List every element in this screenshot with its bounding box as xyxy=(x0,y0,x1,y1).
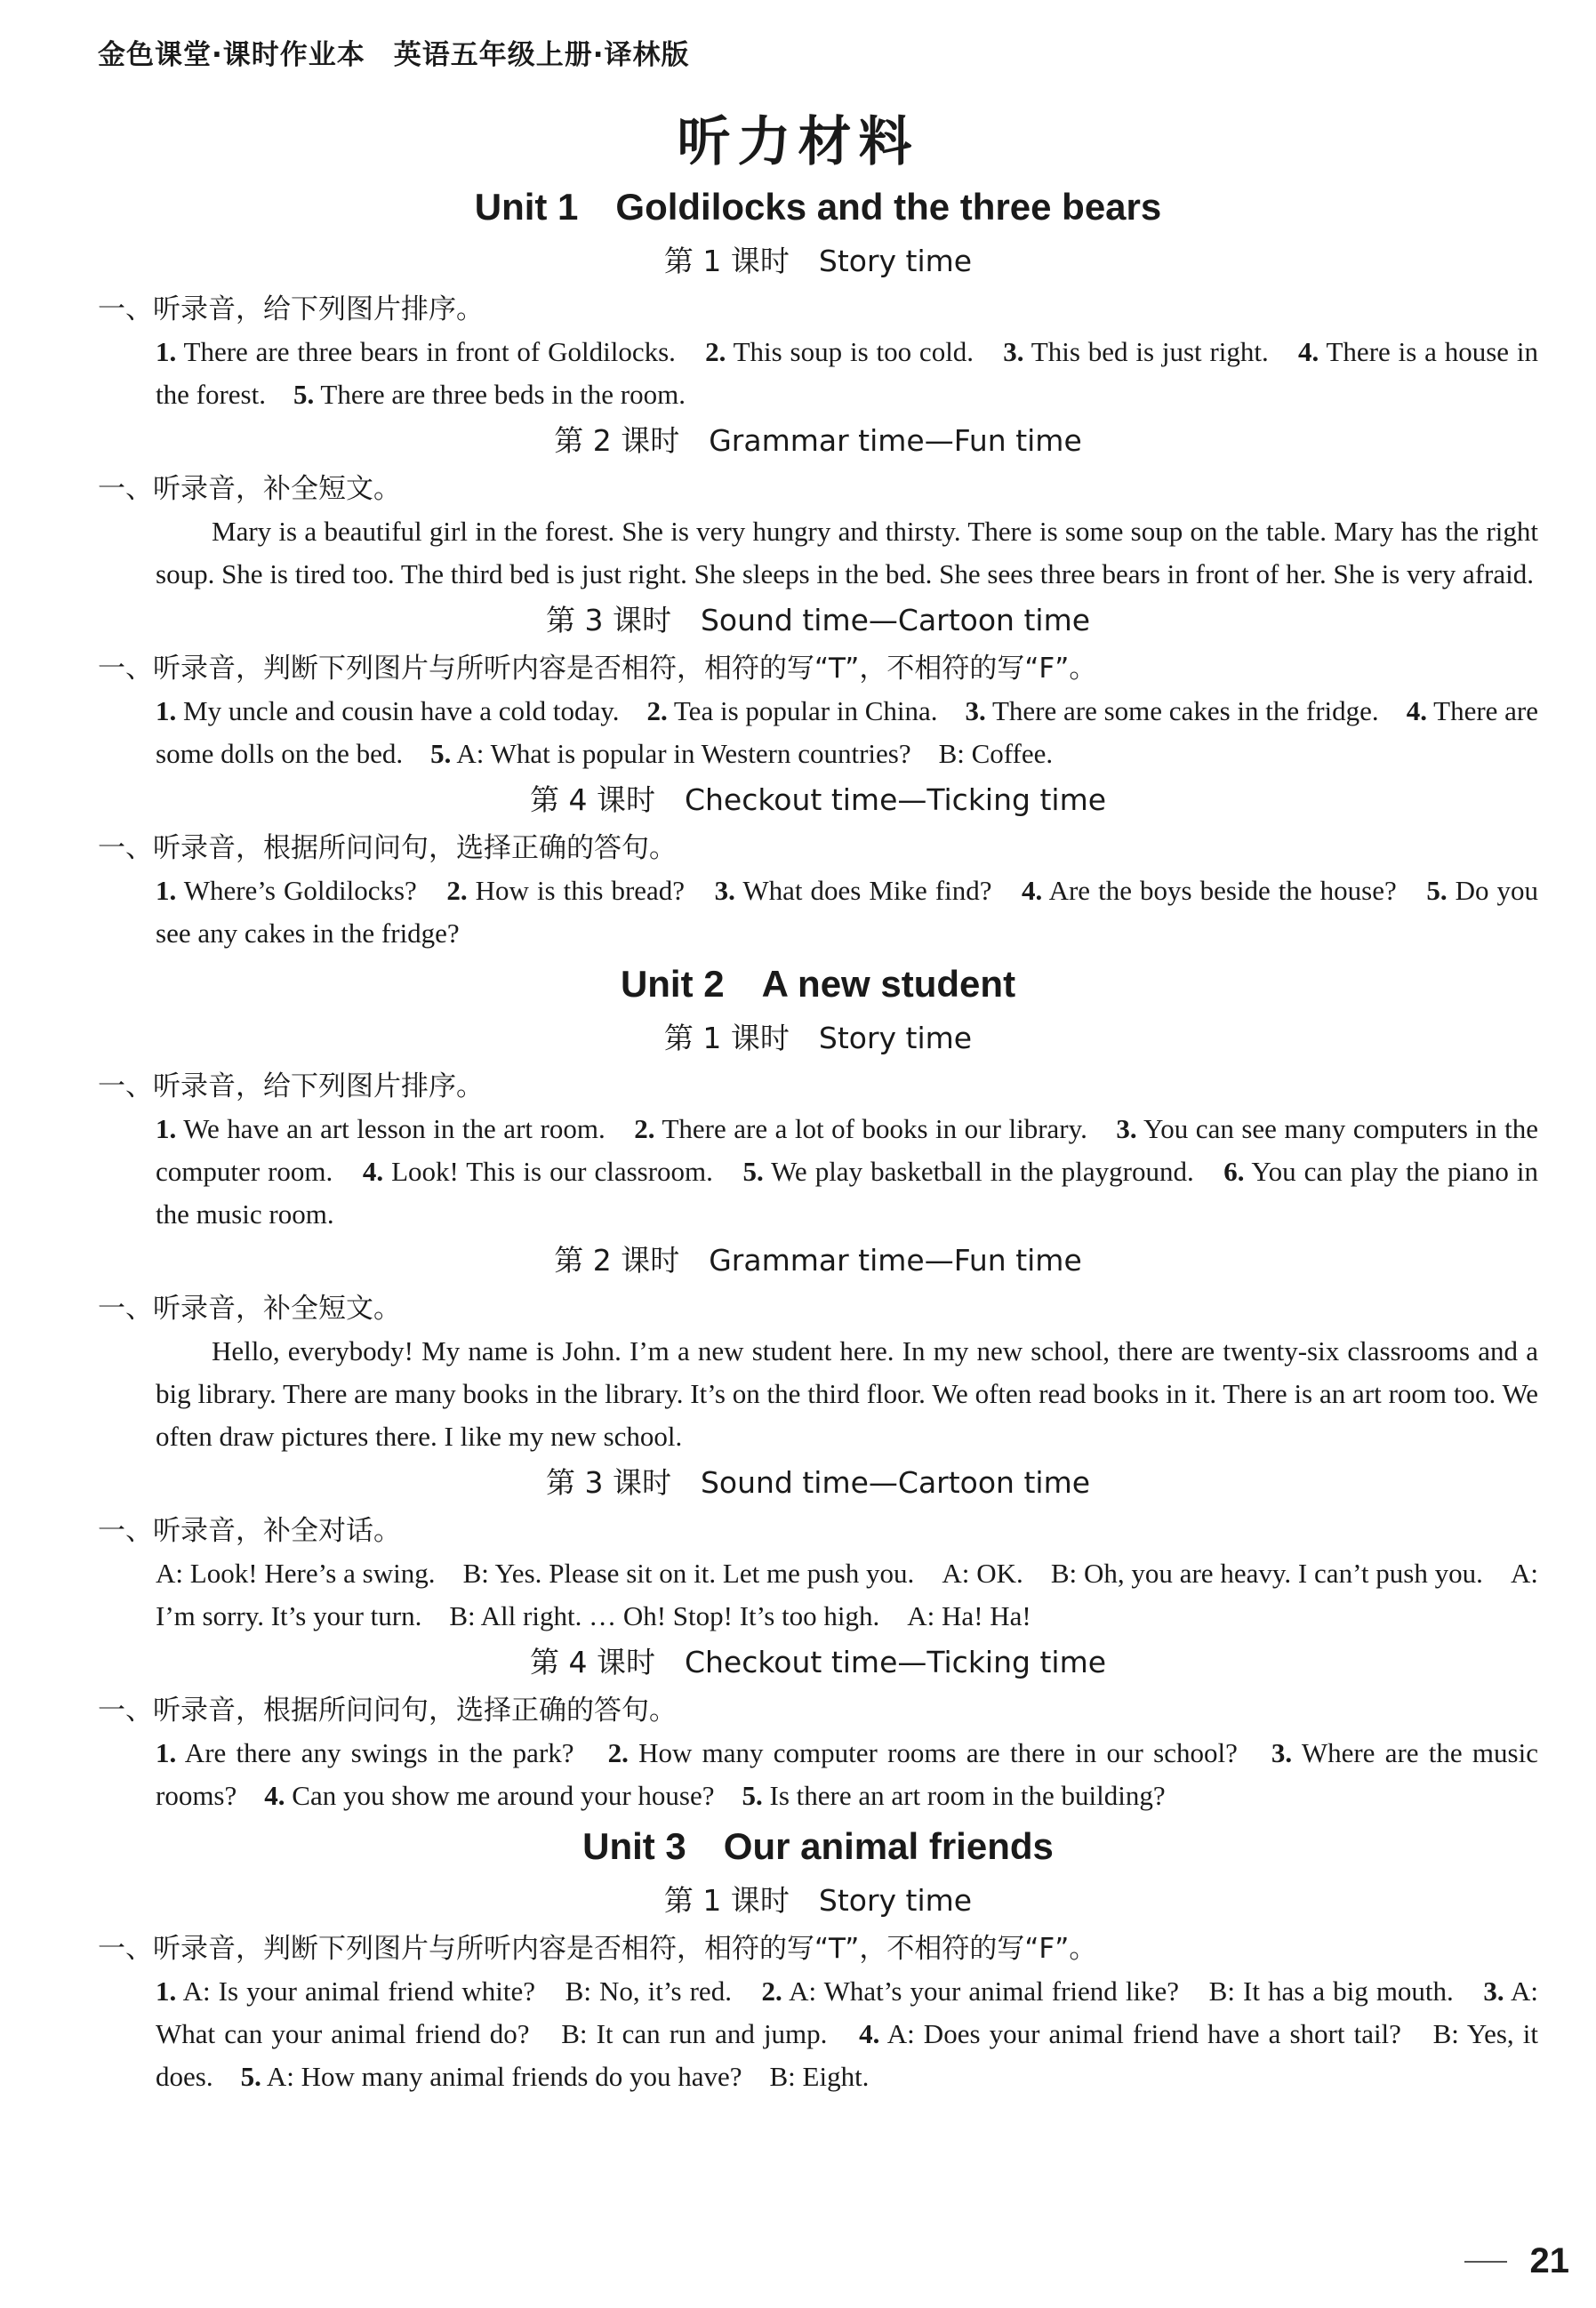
exercise-item xyxy=(156,1113,634,1144)
item-number: 4. xyxy=(1406,695,1427,726)
exercise-item xyxy=(705,336,1003,367)
item-number: 4. xyxy=(1297,336,1319,367)
item-number: 1. xyxy=(156,1737,177,1768)
exercise-instruction: 一、听录音，补全短文。 xyxy=(98,473,401,505)
item-text: There are three beds in the room. xyxy=(314,379,686,410)
exercise-item xyxy=(241,2061,870,2092)
item-number: 3. xyxy=(965,695,986,726)
item-number: 2. xyxy=(646,695,668,726)
item-number: 3. xyxy=(1483,1975,1504,2007)
item-text: What does Mike find? xyxy=(734,875,1023,906)
exercise-item xyxy=(446,875,714,906)
item-text: Where are the music rooms? xyxy=(156,1737,1538,1811)
exercise-item xyxy=(264,1780,742,1811)
unit-title: Unit 3 Our animal friends xyxy=(582,1825,1054,1867)
exercise-item xyxy=(715,875,1022,906)
exercise-items xyxy=(98,1732,1538,1817)
unit-title: Unit 2 A new student xyxy=(620,963,1016,1005)
item-text: A: What’s your animal friend like? B: It has a big mouth. xyxy=(782,1975,1484,2007)
item-text: A: What is popular in Western countries? B: Coffee. xyxy=(451,738,1054,769)
lesson-title: 第 1 课时 Story time xyxy=(663,1883,973,1918)
lesson-title: 第 2 课时 Grammar time—Fun time xyxy=(554,423,1082,458)
passage-text: Mary is a beautiful girl in the forest. She is very hungry and thirsty. There is some soup on the table. Mary has the right soup. She is tired too. The third bed is just right. She sleeps in the bed. She sees three bears in front of her. She is very afraid. xyxy=(156,516,1538,589)
exercise-item xyxy=(634,1113,1116,1144)
item-text: A: Is your animal friend white? B: No, it’s red. xyxy=(176,1975,762,2007)
exercise-instruction: 一、听录音，判断下列图片与所听内容是否相符，相符的写“T”，不相符的写“F”。 xyxy=(98,1933,1097,1965)
item-text: Are the boys beside the house? xyxy=(1042,875,1427,906)
item-text: My uncle and cousin have a cold today. xyxy=(176,695,647,726)
item-text: Look! This is our classroom. xyxy=(383,1156,743,1187)
item-number: 3. xyxy=(1271,1737,1293,1768)
exercise-instruction: 一、听录音，给下列图片排序。 xyxy=(98,1070,484,1102)
exercise-item xyxy=(430,738,1053,769)
item-number: 5. xyxy=(1426,875,1448,906)
item-text: Is there an art room in the building? xyxy=(762,1780,1166,1811)
item-text: Where’s Goldilocks? xyxy=(176,875,447,906)
lesson-title: 第 2 课时 Grammar time—Fun time xyxy=(554,1243,1082,1278)
item-text: There are some dolls on the bed. xyxy=(156,695,1539,769)
item-text: You can see many computers in the computer room. xyxy=(156,1113,1538,1187)
exercise-instruction: 一、听录音，根据所问问句，选择正确的答句。 xyxy=(98,1695,677,1727)
exercise-item xyxy=(156,1975,762,2007)
exercise-instruction: 一、听录音，给下列图片排序。 xyxy=(98,293,484,325)
exercise-instruction: 一、听录音，根据所问问句，选择正确的答句。 xyxy=(98,832,677,864)
exercise-item xyxy=(1022,875,1426,906)
item-number: 6. xyxy=(1223,1156,1245,1187)
exercise-item xyxy=(742,1780,1166,1811)
footer-rule xyxy=(1464,2261,1507,2263)
running-header: 金色课堂·课时作业本 英语五年级上册·译林版 xyxy=(98,39,690,71)
exercise-items xyxy=(98,690,1538,775)
item-text: Can you show me around your house? xyxy=(285,1780,742,1811)
item-number: 1. xyxy=(156,336,177,367)
item-number: 5. xyxy=(742,1780,763,1811)
page-number: 21 xyxy=(1529,2241,1569,2280)
item-text: There are three bears in front of Goldilocks. xyxy=(176,336,706,367)
item-number: 4. xyxy=(362,1156,384,1187)
item-text: This bed is just right. xyxy=(1023,336,1298,367)
item-text: How is this bread? xyxy=(467,875,715,906)
exercise-item xyxy=(156,875,446,906)
dialogue-text: A: Look! Here’s a swing. B: Yes. Please sit on it. Let me push you. A: OK. B: Oh, you are heavy. I can’t push you. A: I’m sorry. It’s your turn. B: All right. … Oh! Stop! It’s too high. A: Ha! Ha! xyxy=(156,1558,1538,1631)
item-text: You can play the piano in the music room. xyxy=(156,1156,1538,1230)
item-text: This soup is too cold. xyxy=(726,336,1004,367)
exercise-instruction: 一、听录音，补全短文。 xyxy=(98,1293,401,1325)
lesson-title: 第 3 课时 Sound time—Cartoon time xyxy=(545,1465,1091,1500)
item-number: 5. xyxy=(293,379,315,410)
lesson-title: 第 3 课时 Sound time—Cartoon time xyxy=(545,603,1091,637)
exercise-item xyxy=(156,695,646,726)
item-number: 3. xyxy=(1003,336,1024,367)
item-number: 5. xyxy=(430,738,452,769)
exercise-items xyxy=(98,1108,1538,1236)
listening-materials xyxy=(98,178,1538,2098)
item-number: 1. xyxy=(156,875,177,906)
item-text: We play basketball in the playground. xyxy=(763,1156,1224,1187)
item-text: A: How many animal friends do you have? B: Eight. xyxy=(261,2061,870,2092)
item-number: 3. xyxy=(1116,1113,1137,1144)
item-number: 1. xyxy=(156,1975,177,2007)
exercise-item xyxy=(742,1156,1223,1187)
exercise-items xyxy=(98,870,1538,955)
item-number: 1. xyxy=(156,1113,177,1144)
item-number: 2. xyxy=(705,336,726,367)
exercise-item xyxy=(293,379,686,410)
item-number: 5. xyxy=(240,2061,261,2092)
exercise-item xyxy=(646,695,965,726)
item-text: We have an art lesson in the art room. xyxy=(176,1113,635,1144)
lesson-title: 第 4 课时 Checkout time—Ticking time xyxy=(529,782,1107,817)
exercise-items xyxy=(98,331,1538,416)
item-number: 2. xyxy=(761,1975,782,2007)
exercise-item xyxy=(966,695,1407,726)
item-text: How many computer rooms are there in our school? xyxy=(628,1737,1271,1768)
exercise-item xyxy=(762,1975,1484,2007)
exercise-instruction: 一、听录音，补全对话。 xyxy=(98,1515,401,1547)
exercise-item xyxy=(156,336,705,367)
exercise-item xyxy=(608,1737,1271,1768)
item-text: A: What can your animal friend do? B: It can run and jump. xyxy=(156,1975,1538,2049)
exercise-item xyxy=(156,1737,608,1768)
item-number: 4. xyxy=(264,1780,285,1811)
item-number: 5. xyxy=(742,1156,764,1187)
unit-title: Unit 1 Goldilocks and the three bears xyxy=(474,186,1162,228)
exercise-item xyxy=(363,1156,743,1187)
item-number: 2. xyxy=(607,1737,629,1768)
exercise-item xyxy=(1003,336,1298,367)
item-text: Tea is popular in China. xyxy=(667,695,966,726)
lesson-title: 第 4 课时 Checkout time—Ticking time xyxy=(529,1645,1107,1679)
page-title: 听力材料 xyxy=(677,111,919,173)
passage-text: Hello, everybody! My name is John. I’m a new student here. In my new school, there are twenty-six classrooms and a big library. There are many books in the library. It’s on the third floor. We often read books in it. There is an art room too. We often draw pictures there. I like my new school. xyxy=(156,1335,1538,1452)
item-number: 2. xyxy=(446,875,468,906)
lesson-title: 第 1 课时 Story time xyxy=(663,1021,973,1055)
item-text: Are there any swings in the park? xyxy=(176,1737,608,1768)
exercise-items xyxy=(98,1970,1538,2098)
item-number: 2. xyxy=(634,1113,655,1144)
item-text: There are a lot of books in our library. xyxy=(654,1113,1117,1144)
item-text: There are some cakes in the fridge. xyxy=(985,695,1407,726)
item-number: 4. xyxy=(859,2018,880,2049)
exercise-instruction: 一、听录音，判断下列图片与所听内容是否相符，相符的写“T”，不相符的写“F”。 xyxy=(98,653,1097,685)
item-text: There is a house in the forest. xyxy=(156,336,1539,410)
item-number: 1. xyxy=(156,695,177,726)
lesson-title: 第 1 课时 Story time xyxy=(663,244,973,278)
item-number: 3. xyxy=(714,875,735,906)
item-text: A: Does your animal friend have a short tail? B: Yes, it does. xyxy=(156,2018,1538,2092)
item-number: 4. xyxy=(1022,875,1043,906)
page-footer xyxy=(1464,2241,1570,2281)
item-text: Do you see any cakes in the fridge? xyxy=(156,875,1538,949)
